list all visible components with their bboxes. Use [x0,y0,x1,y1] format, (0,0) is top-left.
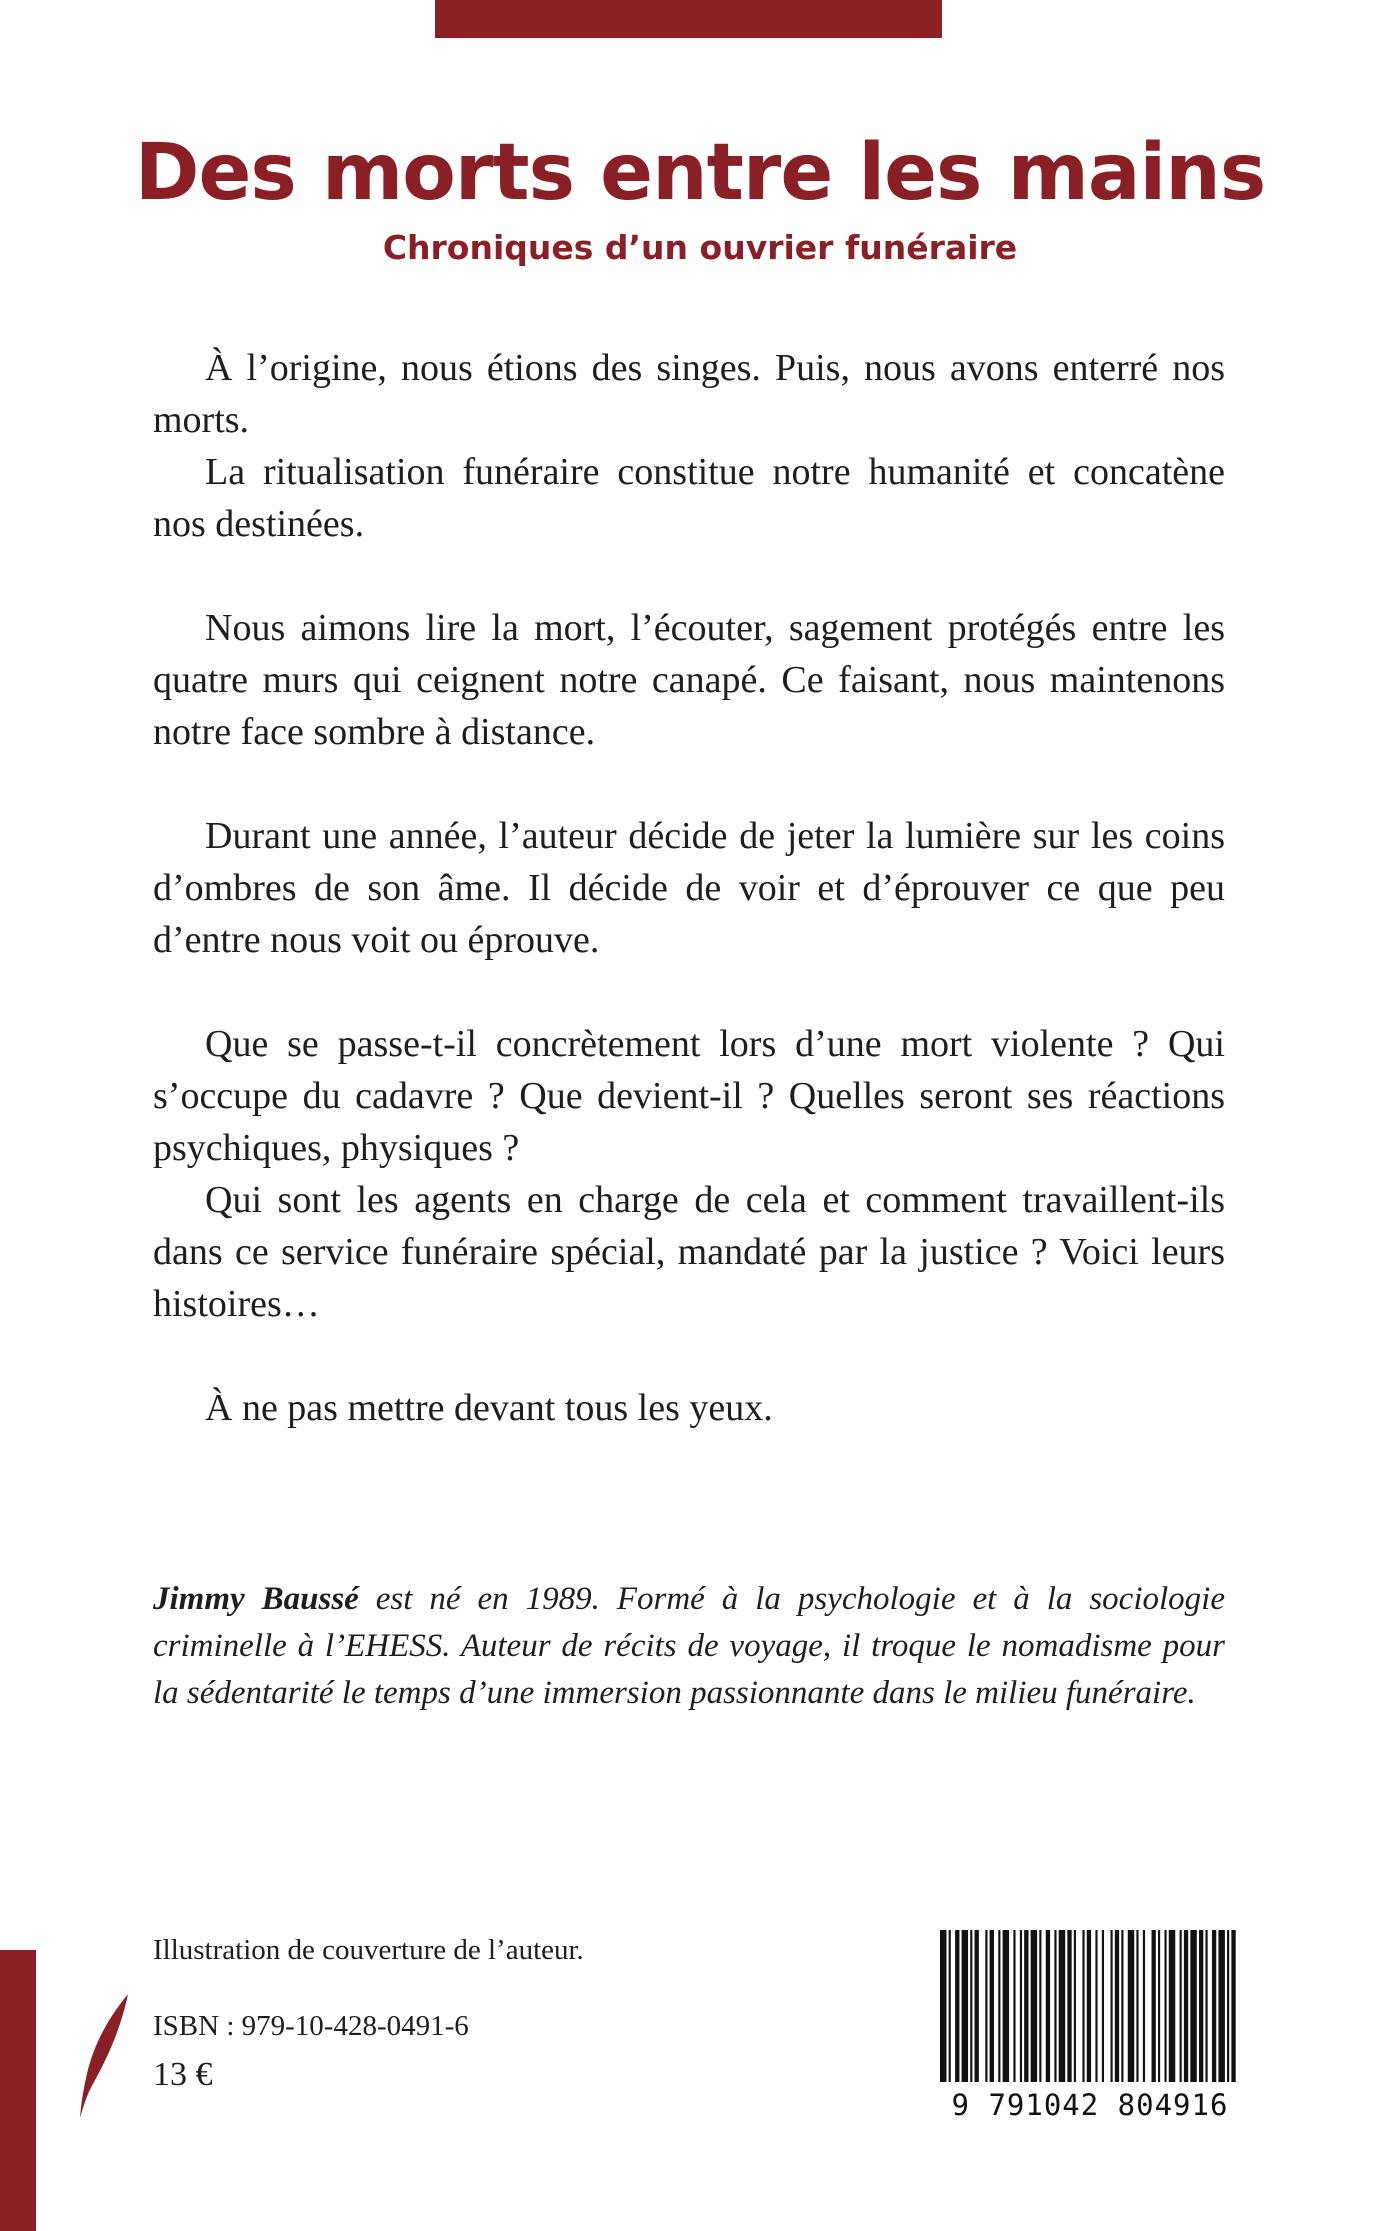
price: 13 € [153,2056,213,2093]
barcode-bar [1158,1930,1160,2082]
blurb-paragraph: Qui sont les agents en charge de cela et comment travaillent-ils dans ce service funéraire spécial, mandaté par la justice ? Voici leurs histoires… [153,1179,1225,1325]
barcode-bar [998,1930,1000,2082]
barcode-bar [949,1930,951,2082]
barcode-bar [1003,1930,1009,2082]
barcode-bar [1082,1930,1084,2082]
barcode-bar [1111,1930,1113,2082]
barcode-bar [985,1930,987,2082]
barcode-bar [1013,1930,1015,2082]
author-name: Jimmy Baussé [153,1581,359,1617]
barcode-bar [1180,1930,1182,2082]
barcode-bar [1074,1930,1076,2082]
top-accent-bar [435,0,942,38]
back-cover-blurb [153,342,1225,1434]
side-accent-bar [0,1950,36,2231]
barcode-bar [1169,1930,1175,2082]
barcode-bar [990,1930,994,2082]
barcode-bar [1020,1930,1022,2082]
barcode-bar [1121,1930,1123,2082]
barcode-bar [1184,1930,1188,2082]
barcode-bar [1136,1930,1138,2082]
blurb-paragraph: Nous aimons lire la mort, l’écouter, sagement protégés entre les quatre murs qui ceignent notre canapé. Ce faisant, nous maintenons notre face sombre à distance. [153,607,1225,753]
barcode-bar [1199,1930,1203,2082]
barcode-bar [1205,1930,1207,2082]
barcode-bar [975,1930,979,2082]
barcode-bar [1218,1930,1224,2082]
feather-quill-icon [72,1992,132,2122]
blurb-paragraph: À ne pas mettre devant tous les yeux. [205,1387,773,1429]
author-bio [153,1576,1225,1717]
author-bio-text: est né en 1989. Formé à la psychologie et à la sociologie criminelle à l’EHESS. Auteur de récits de voyage, il troque le nomadisme pour la sédentarité le temps d’une immersion passionnante dans le milieu funéraire. [153,1581,1225,1711]
barcode-bar [940,1930,946,2082]
barcode-bar [1152,1930,1156,2082]
barcode-bar [962,1930,968,2082]
book-subtitle: Chroniques d’un ouvrier funéraire [382,228,1018,267]
barcode-bar [970,1930,972,2082]
barcode-bar [1212,1930,1216,2082]
barcode-bar [1067,1930,1071,2082]
illustration-credit: Illustration de couverture de l’auteur. [153,1934,584,1966]
blurb-paragraph: La ritualisation funéraire constitue notre humanité et concatène nos destinées. [153,451,1225,545]
barcode-bar [1231,1930,1235,2082]
barcode-bar [1095,1930,1097,2082]
barcode-bar [1164,1930,1166,2082]
barcode-bar [1128,1930,1134,2082]
barcode-bar [1054,1930,1056,2082]
barcode-bar [1190,1930,1196,2082]
book-title: Des morts entre les mains [134,128,1266,218]
barcode-bar [1039,1930,1041,2082]
barcode-bar [1024,1930,1028,2082]
isbn: ISBN : 979-10-428-0491-6 [153,2010,469,2042]
barcode-bar [1143,1930,1145,2082]
blurb-paragraph: Que se passe-t-il concrètement lors d’une mort violente ? Qui s’occupe du cadavre ? Que devient-il ? Quelles seront ses réactions psychiques, physiques ? [153,1023,1225,1169]
barcode-bar [1046,1930,1050,2082]
barcode-bar [1115,1930,1119,2082]
barcode-bar [1227,1930,1229,2082]
blurb-paragraph: Durant une année, l’auteur décide de jeter la lumière sur les coins d’ombres de son âme. Il décide de voir et d’éprouver ce que peu d’entre nous voit ou éprouve. [153,815,1225,961]
barcode [940,1930,1240,2082]
barcode-bar [1087,1930,1091,2082]
barcode-bar [955,1930,959,2082]
barcode-bar [1102,1930,1104,2082]
barcode-bar [1031,1930,1037,2082]
barcode-bar [1059,1930,1065,2082]
barcode-digits: 9 791042 804916 [951,2088,1229,2122]
blurb-paragraph: À l’origine, nous étions des singes. Puis, nous avons enterré nos morts. [153,347,1225,441]
